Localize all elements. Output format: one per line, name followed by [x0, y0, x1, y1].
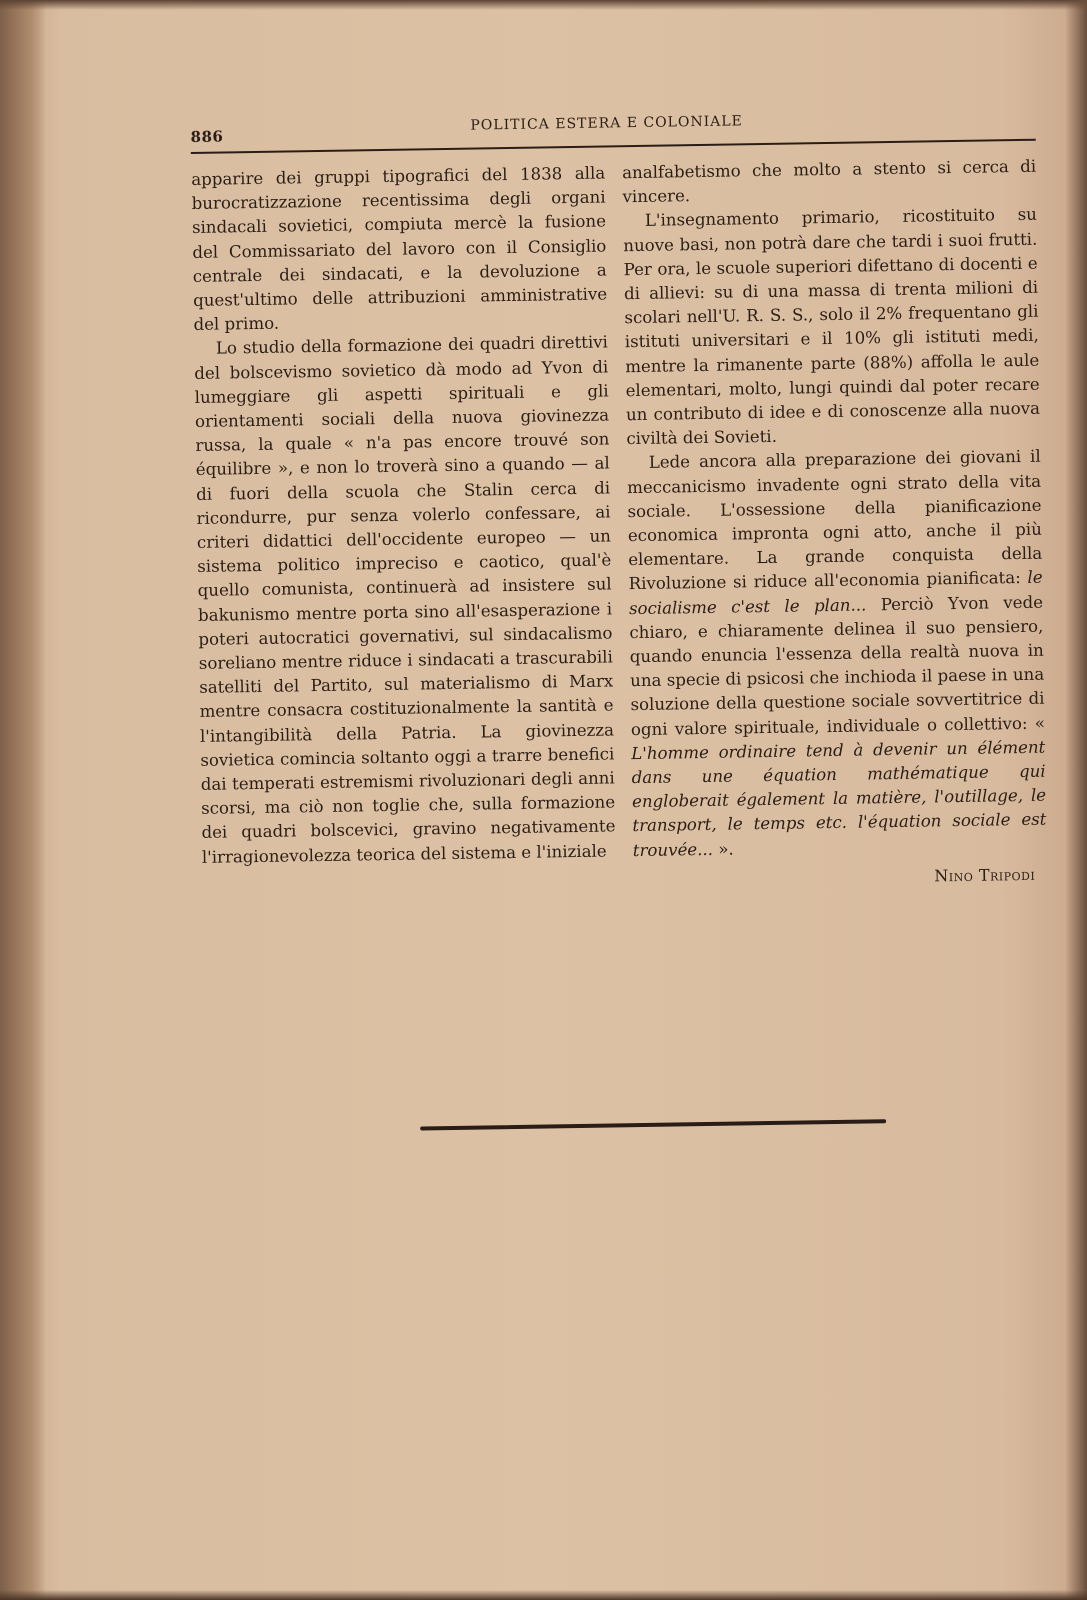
right-edge-shadow — [1065, 0, 1087, 1600]
p3-italic-quote-2: L'homme ordinaire tend à devenir un élément dans une équation mathématique qui engloberait également la matière, l'outillage, le transport, le temps etc. l'équation sociale est trouvée... — [631, 737, 1047, 860]
p3-italic-quote-1: le socialisme c'est le plan... — [628, 568, 1043, 618]
printed-page — [190, 86, 1066, 1099]
left-paragraph-2: Lo studio della formazione dei quadri direttivi del bolscevismo sovietico dà modo ad Yvon di lumeggiare gli aspetti spirituali e gli orientamenti sociali della nuova giovinezza russa, la quale « n'a pas encore trouvé son équilibre », e non lo troverà sino a quando — al di fuori della scuola che Stalin cerca di ricondurre, pur senza volerlo confessare, ai criteri didattici dell'occidente europeo — un sistema politico impreciso e caotico, qual'è quello comunista, continuerà ad insistere sul bakunismo mentre porta sino all'esasperazione i poteri autocratici governativi, sul sindacalismo soreliano mentre riduce i sindacati a trascurabili satelliti del Partito, sul materialismo di Marx mentre consacra costituzionalmente la santità e l'intangibilità della Patria. La giovinezza sovietica comincia soltanto oggi a trarre benefici dai temperati estremismi rivoluzionari degli anni scorsi, ma ciò non toglie che, sulla formazione dei quadri bolscevici, gravino negativamente l'irragionevolezza teorica del sistema e l'iniziale — [194, 332, 616, 867]
right-column — [622, 155, 1047, 894]
running-title: POLITICA ESTERA E COLONIALE — [470, 113, 743, 134]
page-header — [190, 86, 1051, 148]
right-paragraph-2: L'insegnamento primario, ricostituito su nuove basi, non potrà dare che tardi i suoi frutti. Per ora, le scuole superiori difettano di docenti e di allievi: su di una massa di trenta milioni di scolari nell'U. R. S. S., solo il 2% frequentano gli istituti universitari e il 10% gli istituti medi, mentre la rimanente parte (88%) affolla le aule elementari, molto, lungi quindi dal poter recare un contributo di idee e di conoscenze alla nuova civiltà dei Sovieti. — [623, 205, 1041, 449]
p3-text-end: ». — [712, 839, 734, 859]
bottom-edge-shadow — [0, 1590, 1087, 1600]
right-paragraph-3 — [627, 445, 1047, 863]
right-paragraph-1: analfabetismo che molto a stento si cerca di vincere. — [622, 156, 1037, 207]
text-columns — [191, 155, 1047, 900]
end-of-article-rule — [420, 1119, 886, 1130]
left-paragraph-1: apparire dei gruppi tipografici del 1838 alla burocratizzazione recentissima degli organi sindacali sovietici, compiuta mercè la fusione del Commissariato del lavoro con il Consiglio centrale dei sindacati, e la devoluzione a quest'ultimo delle attribuzioni amministrative del primo. — [191, 163, 608, 335]
left-column — [191, 161, 616, 900]
page-number: 886 — [190, 127, 224, 146]
author-signature: Nino Tripodi — [934, 864, 1036, 886]
top-edge-shadow — [0, 0, 1087, 10]
binding-shadow — [0, 0, 46, 1600]
p3-text-mid: Perciò Yvon vede chiaro, e chiaramente delinea il suo pensiero, quando enuncia l'essenza della realtà nuova in una specie di psicosi che inchioda il paese in una soluzione della questione sociale sovvertitrice di ogni valore spirituale, individuale o collettivo: « — [629, 592, 1046, 739]
p3-text-start: Lede ancora alla preparazione dei giovani il meccanicismo invadente ogni strato della vita sociale. L'ossessione della pianificazione economica impronta ogni atto, anche il più elementare. La grande conquista della Rivoluzione si riduce all'economia pianificata: — [626, 447, 1043, 594]
